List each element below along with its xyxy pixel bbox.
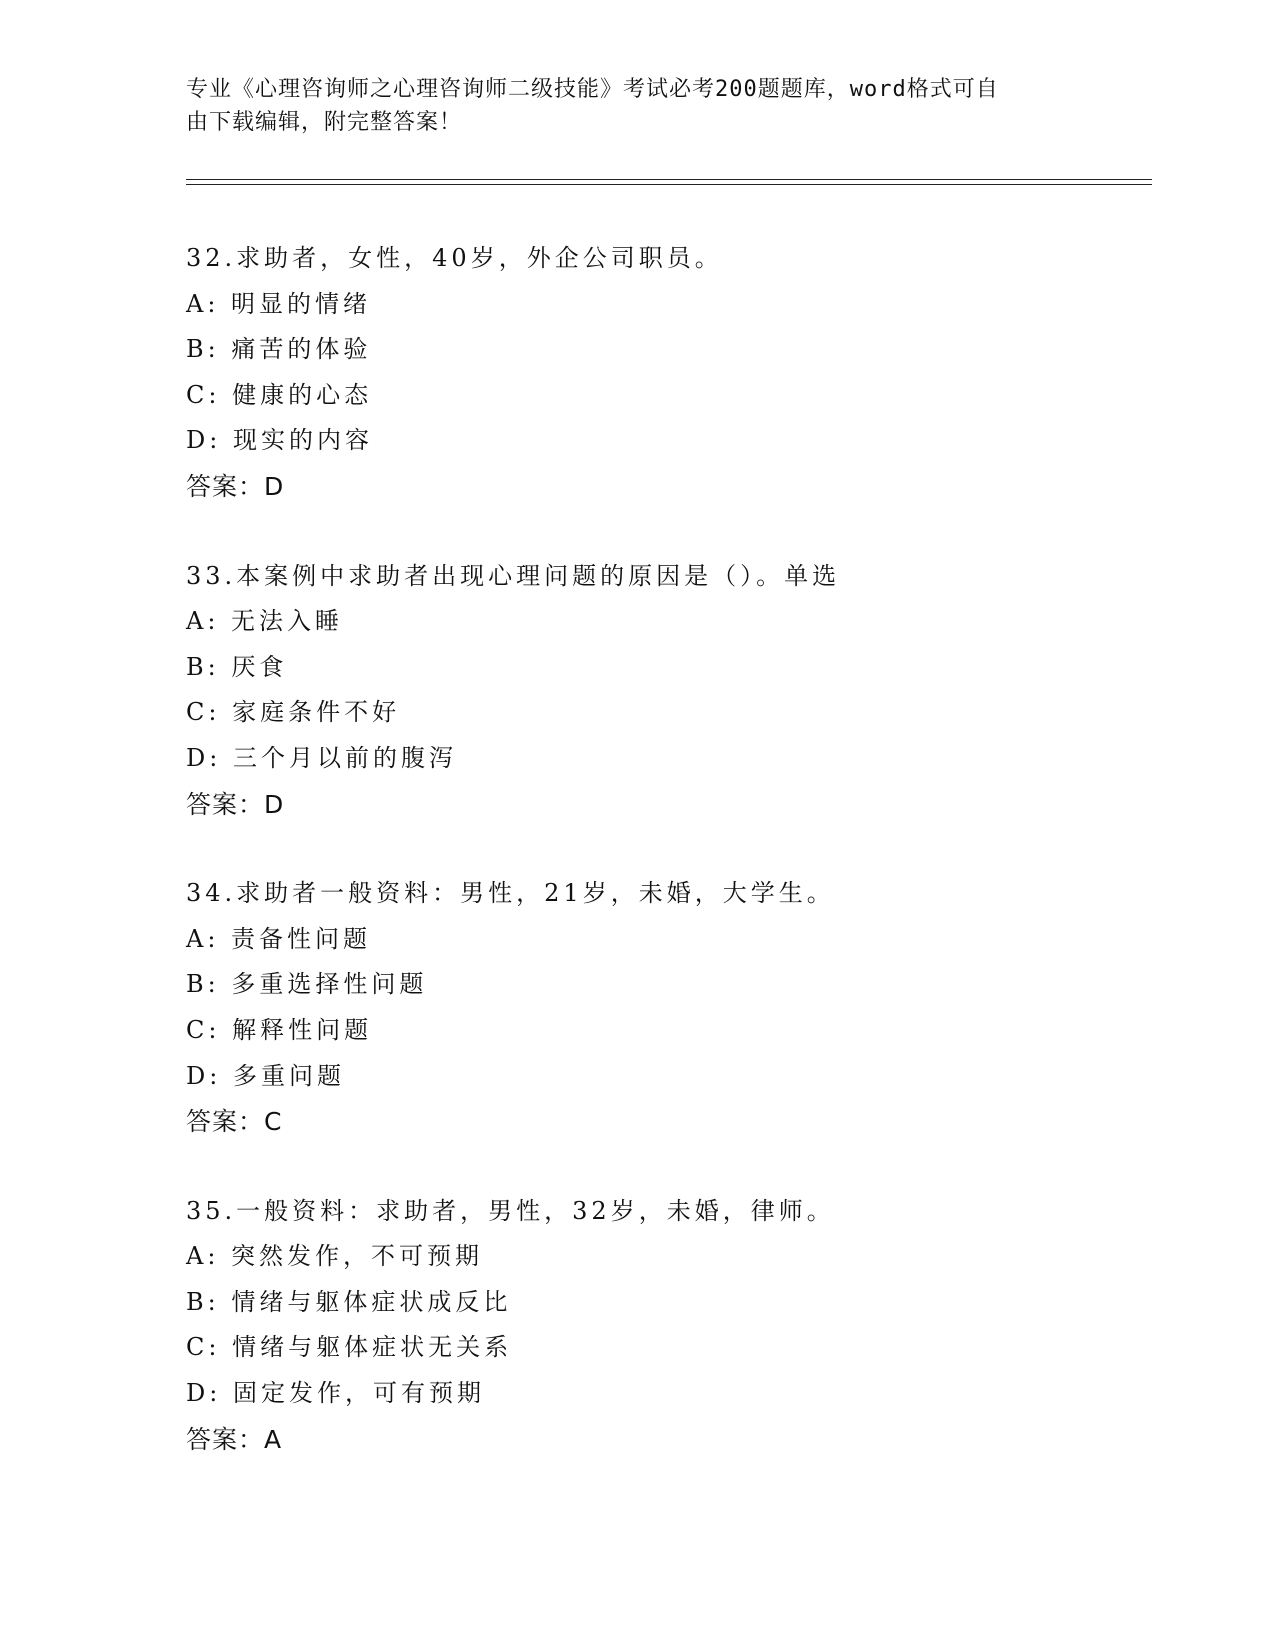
question-33 xyxy=(186,554,1146,828)
header-line-2: 由下载编辑，附完整答案！ xyxy=(186,110,463,135)
option-b: B: 痛苦的体验 xyxy=(186,335,372,364)
option-a: A: 突然发作，不可预期 xyxy=(186,1242,484,1271)
option-a: A: 无法入睡 xyxy=(186,607,344,636)
header-line-1: 专业《心理咨询师之心理咨询师二级技能》考试必考200题题库，word格式可自 xyxy=(186,77,999,102)
question-list xyxy=(186,236,1146,1506)
option-c: C: 解释性问题 xyxy=(186,1015,373,1044)
option-b: B: 情绪与躯体症状成反比 xyxy=(186,1287,512,1316)
question-stem: 33.本案例中求助者出现心理问题的原因是（）。单选 xyxy=(186,561,841,590)
option-d: D: 三个月以前的腹泻 xyxy=(186,743,457,772)
header-divider-bottom xyxy=(186,184,1152,185)
option-b: B: 多重选择性问题 xyxy=(186,970,428,999)
answer-line: 答案：D xyxy=(186,471,285,501)
option-c: C: 健康的心态 xyxy=(186,380,373,409)
question-34 xyxy=(186,871,1146,1145)
option-d: D: 多重问题 xyxy=(186,1061,345,1090)
document-header xyxy=(186,73,1066,139)
option-d: D: 固定发作，可有预期 xyxy=(186,1379,485,1408)
option-d: D: 现实的内容 xyxy=(186,426,373,455)
option-c: C: 情绪与躯体症状无关系 xyxy=(186,1333,513,1362)
answer-line: 答案：C xyxy=(186,1107,283,1137)
question-35 xyxy=(186,1189,1146,1463)
question-stem: 32.求助者，女性，40岁，外企公司职员。 xyxy=(186,244,723,272)
option-c: C: 家庭条件不好 xyxy=(186,698,401,727)
header-divider-top xyxy=(186,179,1152,180)
answer-line: 答案：A xyxy=(186,1424,283,1454)
answer-line: 答案：D xyxy=(186,789,285,819)
question-stem: 35.一般资料：求助者，男性，32岁，未婚，律师。 xyxy=(186,1196,835,1225)
option-a: A: 责备性问题 xyxy=(186,924,372,953)
question-32 xyxy=(186,236,1146,510)
option-a: A: 明显的情绪 xyxy=(186,289,372,318)
question-stem: 34.求助者一般资料：男性，21岁，未婚，大学生。 xyxy=(186,879,835,908)
option-b: B: 厌食 xyxy=(186,652,288,681)
